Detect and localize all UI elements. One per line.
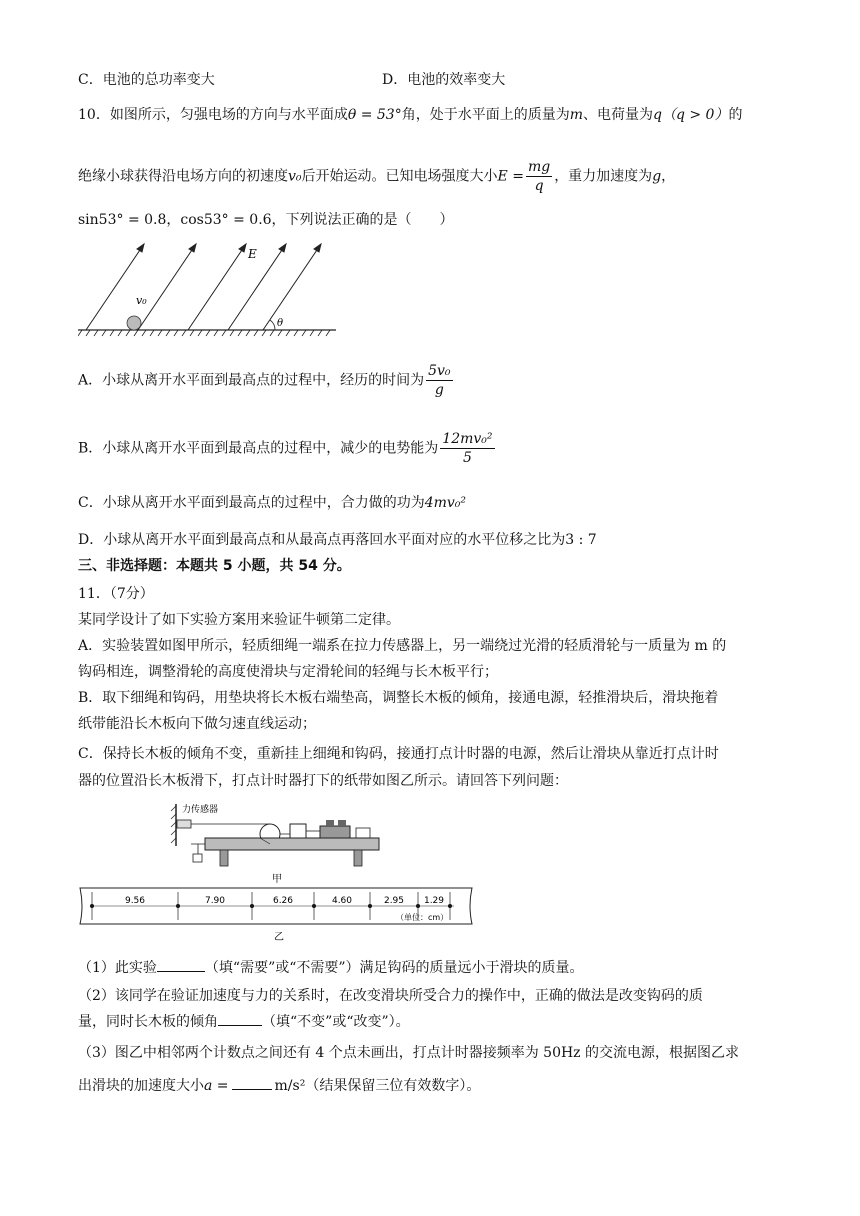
q10-stem2-a: 绝缘小球获得沿电场方向的初速度	[78, 168, 288, 185]
q11-p3-unit: m/s²	[274, 1078, 306, 1094]
q10-option-d	[78, 530, 597, 550]
q11-stepA-line1: A．实验装置如图甲所示，轻质细绳一端系在拉力传感器上，另一端绕过光滑的轻质滑轮与一质量为 m 的	[78, 638, 727, 654]
q11-p2-2b: （填“不变”或“改变”）。	[262, 1014, 410, 1030]
q10-fig-E-label: E	[248, 247, 257, 261]
q11-stepB-line1: B．取下细绳和钩码，用垫块将长木板右端垫高，调整长木板的倾角，接通电源，轻推滑块后，滑块拖着	[78, 690, 719, 706]
q11-p1-blank[interactable]	[157, 971, 205, 972]
q10-stem-line3: sin53° = 0.8，cos53° = 0.6，下列说法正确的是（ ）	[78, 212, 454, 228]
q10-option-c	[78, 493, 466, 513]
q11-part3-line1: （3）图乙中相邻两个计数点之间还有 4 个点未画出，打点计时器接频率为 50Hz 的交流电源，根据图乙求	[78, 1045, 740, 1061]
q10-optB-den: 5	[462, 450, 472, 466]
q11-fig-yi-label: 乙	[274, 932, 284, 943]
q10-charge: q（q > 0）	[652, 107, 729, 123]
q11-header: 11．（7分）	[78, 586, 154, 602]
q11-part1	[78, 958, 584, 978]
q10-optA-text: A．小球从离开水平面到最高点的过程中，经历的时间为	[78, 372, 425, 389]
q11-stepA-line2: 钩码相连，调整滑轮的高度使滑块与定滑轮间的轻绳与长木板平行；	[78, 664, 498, 680]
q11-tape-figure	[78, 884, 478, 944]
q10-theta: θ = 53°	[347, 107, 402, 123]
tape-value-2: 6.26	[272, 896, 294, 906]
q9-option-d: D．电池的效率变大	[382, 72, 506, 88]
q11-p1-a: （1）此实验	[78, 960, 157, 976]
q11-p3-2a: 出滑块的加速度大小	[78, 1078, 204, 1094]
q9-option-c: C．电池的总功率变大	[78, 72, 215, 88]
tape-unit-label: （单位：cm）	[396, 913, 449, 922]
q10-optB-fraction	[440, 430, 494, 467]
q11-stepC-line1: C．保持长木板的倾角不变，重新挂上细绳和钩码，接通打点计时器的电源，然后让滑块从靠近打点计时	[78, 746, 719, 762]
q10-field-figure	[78, 238, 348, 338]
q11-fig-sensor-label: 力传感器	[182, 805, 219, 815]
tape-value-3: 4.60	[331, 896, 353, 906]
q10-stem2-b: 后开始运动。已知电场强度大小	[301, 168, 498, 185]
q11-fig-jia-label: 甲	[272, 874, 282, 885]
q10-optD-val: 3 : 7	[565, 532, 597, 548]
q10-g: g	[652, 168, 662, 185]
q11-p2-blank[interactable]	[218, 1025, 262, 1026]
q11-stepC-line2: 器的位置沿长木板滑下，打点计时器打下的纸带如图乙所示。请回答下列问题：	[78, 773, 568, 789]
q10-E-num: mg	[527, 159, 551, 175]
q10-optB-text: B．小球从离开水平面到最高点的过程中，减少的电势能为	[78, 440, 439, 457]
q11-p1-b: （填“需要”或“不需要”）满足钩码的质量远小于滑块的质量。	[204, 960, 584, 976]
q10-option-a	[78, 362, 455, 399]
q10-optA-num: 5v₀	[428, 363, 451, 379]
q10-stem-line1	[78, 105, 742, 125]
q11-part3-line2	[78, 1076, 480, 1096]
q10-stem1-a: 10．如图所示，匀强电场的方向与水平面成	[78, 107, 348, 123]
q10-mass: m	[569, 107, 583, 123]
q10-optA-den: g	[434, 382, 444, 398]
q10-option-b	[78, 430, 497, 467]
q11-p2-2a: 量，同时长木板的倾角	[78, 1014, 218, 1030]
tape-value-0: 9.56	[124, 896, 146, 906]
section3-heading: 三、非选择题：本题共 5 小题，共 54 分。	[78, 558, 351, 574]
q10-optC-val: 4mv₀²	[424, 495, 467, 511]
q11-p3-2d: （结果保留三位有效数字）。	[305, 1078, 481, 1094]
q11-p3-blank[interactable]	[232, 1089, 272, 1090]
tape-value-1: 7.90	[204, 896, 226, 906]
tape-value-5: 1.29	[423, 896, 445, 906]
q10-stem-line2	[78, 158, 675, 195]
q10-fig-v0-label: v₀	[136, 294, 147, 307]
q10-optA-fraction	[426, 362, 452, 399]
q10-stem1-d: 的	[728, 107, 743, 123]
q10-optD-text: D．小球从离开水平面到最高点和从最高点再落回水平面对应的水平位移之比为	[78, 532, 566, 548]
q11-stepB-line2: 纸带能沿长木板向下做匀速直线运动；	[78, 716, 316, 732]
q11-intro: 某同学设计了如下实验方案用来验证牛顿第二定律。	[78, 612, 400, 628]
q10-fig-theta-label: θ	[277, 318, 284, 329]
q11-part2-line1: （2）该同学在验证加速度与力的关系时，在改变滑块所受合力的操作中，正确的做法是改变钩码的质	[78, 988, 703, 1004]
q10-v0: v₀	[288, 168, 302, 185]
q10-stem2-c: ，重力加速度为	[554, 168, 653, 185]
q11-part2-line2	[78, 1012, 410, 1032]
q10-E: E =	[497, 168, 524, 185]
q11-apparatus-figure	[160, 800, 400, 890]
q10-stem1-c: 、电荷量为	[582, 107, 653, 123]
q10-stem1-b: 角，处于水平面上的质量为	[401, 107, 570, 123]
q10-E-fraction	[526, 158, 552, 195]
q10-E-den: q	[534, 178, 544, 194]
q10-optB-num: 12mv₀²	[442, 431, 493, 447]
tape-value-4: 2.95	[383, 896, 405, 906]
q11-p3-a-symbol: a =	[204, 1078, 229, 1094]
q10-optC-text: C．小球从离开水平面到最高点的过程中，合力做的功为	[78, 495, 425, 511]
q10-stem2-d: ，	[661, 168, 676, 185]
